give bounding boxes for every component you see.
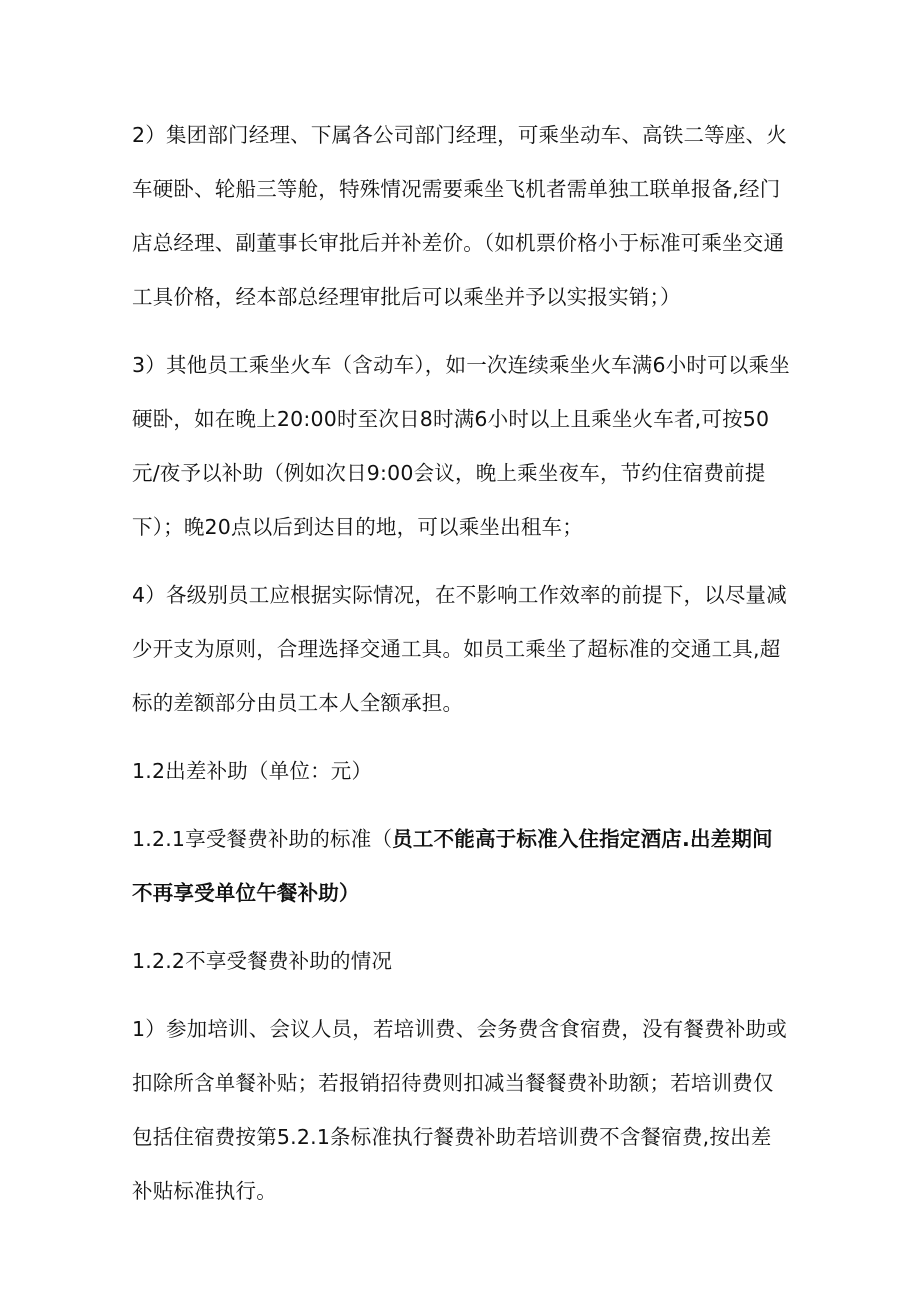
section-heading-1-2-1 bbox=[132, 812, 792, 920]
paragraph-item-3: 3）其他员工乘坐火车（含动车），如一次连续乘坐火车满6小时可以乘坐硬卧，如在晚上20:00时至次日8时满6小时以上且乘坐火车者,可按50元/夜予以补助（例如次日9:00会议，晚上乘坐夜车，节约住宿费前提下）；晚20点以后到达目的地，可以乘坐出租车； bbox=[132, 353, 790, 539]
heading-emphasis: 员工不能高于标准入住指定酒店.出差期间不再享受单位午餐补助） bbox=[132, 827, 773, 905]
section-heading-1-2: 1.2出差补助（单位：元） bbox=[132, 759, 373, 783]
paragraph-item-4: 4）各级别员工应根据实际情况，在不影响工作效率的前提下，以尽量减少开支为原则，合理选择交通工具。如员工乘坐了超标准的交通工具,超标的差额部分由员工本人全额承担。 bbox=[132, 583, 787, 715]
document-body bbox=[132, 108, 792, 1218]
paragraph-item-2: 2）集团部门经理、下属各公司部门经理，可乘坐动车、高铁二等座、火车硬卧、轮船三等舱，特殊情况需要乘坐飞机者需单独工联单报备,经门店总经理、副董事长审批后并补差价。（如机票价格小于标准可乘坐交通工具价格，经本部总经理审批后可以乘坐并予以实报实销；） bbox=[132, 123, 787, 309]
spacer bbox=[132, 988, 792, 1002]
spacer bbox=[132, 324, 792, 338]
heading-text: 1.2.1享受餐费补助的标准（ bbox=[132, 827, 393, 851]
section-heading-1-2-2: 1.2.2不享受餐费补助的情况 bbox=[132, 949, 393, 973]
spacer bbox=[132, 920, 792, 934]
spacer bbox=[132, 798, 792, 812]
spacer bbox=[132, 730, 792, 744]
spacer bbox=[132, 554, 792, 568]
paragraph-item-1: 1）参加培训、会议人员，若培训费、会务费含食宿费，没有餐费补助或扣除所含单餐补贴；若报销招待费则扣减当餐餐费补助额；若培训费仅包括住宿费按第5.2.1条标准执行餐费补助若培训费不含餐宿费,按出差补贴标准执行。 bbox=[132, 1017, 787, 1203]
